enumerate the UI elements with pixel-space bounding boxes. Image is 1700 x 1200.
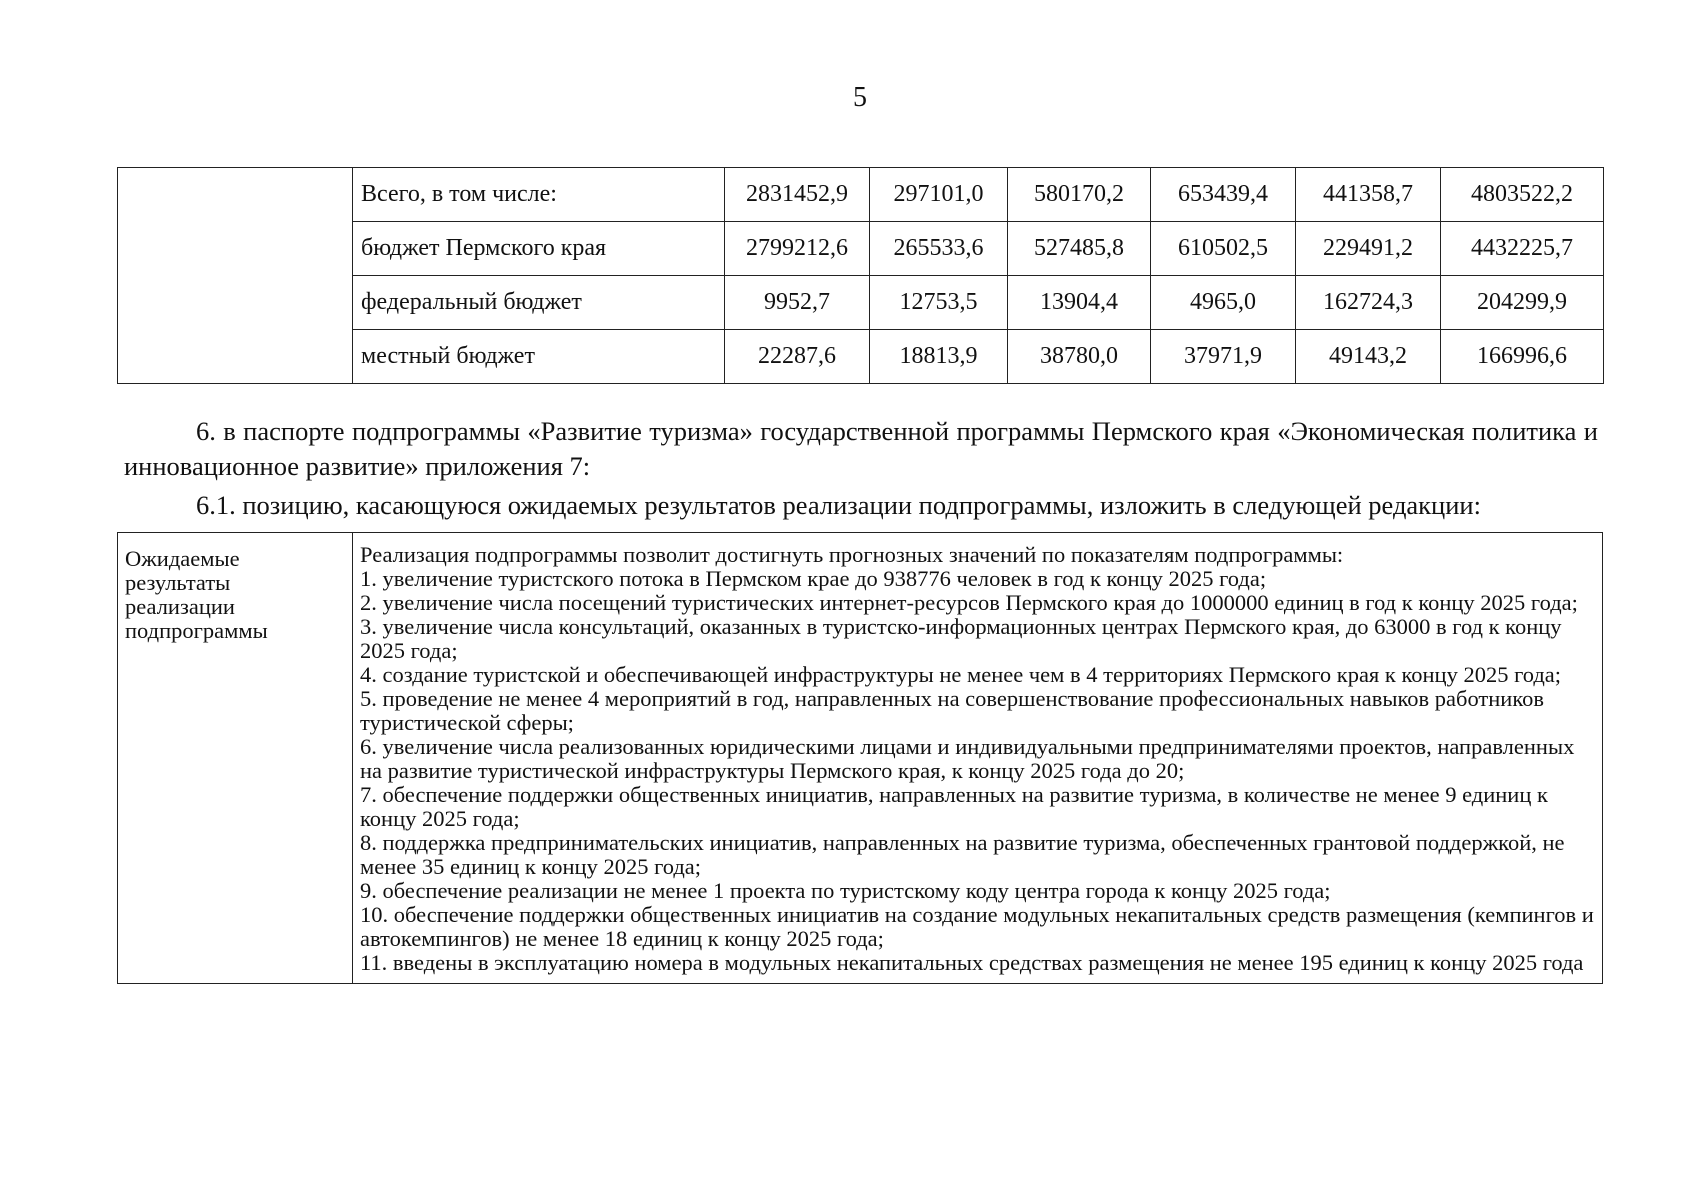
paragraph-6-1 [124,488,1598,523]
budget-cell: 166996,6 [1441,330,1604,384]
paragraph-6 [124,414,1598,484]
budget-cell: 49143,2 [1296,330,1441,384]
budget-cell: 22287,6 [725,330,870,384]
budget-cell: 229491,2 [1296,222,1441,276]
budget-cell: 4432225,7 [1441,222,1604,276]
page-number: 5 [853,82,867,113]
budget-cell: 12753,5 [870,276,1008,330]
results-intro: Реализация подпрограммы позволит достигнуть прогнозных значений по показателям подпрограммы: [360,542,1344,567]
budget-cell: 265533,6 [870,222,1008,276]
expected-results-label: Ожидаемые результаты реализации подпрограммы [118,533,353,984]
budget-cell: 37971,9 [1151,330,1296,384]
budget-row-label: бюджет Пермского края [353,222,725,276]
budget-row-label: федеральный бюджет [353,276,725,330]
budget-row-label: Всего, в том числе: [353,168,725,222]
results-item: 1. увеличение туристского потока в Пермском крае до 938776 человек в год к концу 2025 года; [360,566,1267,591]
budget-cell: 2831452,9 [725,168,870,222]
results-item: 4. создание туристской и обеспечивающей инфраструктуры не менее чем в 4 территориях Пермского края к концу 2025 года; [360,662,1562,687]
budget-cell: 2799212,6 [725,222,870,276]
results-item: 8. поддержка предпринимательских инициатив, направленных на развитие туризма, обеспеченных грантовой поддержкой, не менее 35 единиц к концу 2025 года; [360,830,1565,879]
results-item: 5. проведение не менее 4 мероприятий в год, направленных на совершенствование профессиональных навыков работников туристической сферы; [360,686,1544,735]
budget-blank-cell [118,168,353,384]
budget-cell: 18813,9 [870,330,1008,384]
budget-row-total [118,168,1604,222]
budget-cell: 162724,3 [1296,276,1441,330]
results-item: 9. обеспечение реализации не менее 1 проекта по туристскому коду центра города к концу 2025 года; [360,878,1331,903]
budget-cell: 610502,5 [1151,222,1296,276]
budget-cell: 441358,7 [1296,168,1441,222]
budget-cell: 38780,0 [1008,330,1151,384]
budget-row-label: местный бюджет [353,330,725,384]
budget-cell: 527485,8 [1008,222,1151,276]
budget-cell: 4965,0 [1151,276,1296,330]
results-item: 2. увеличение числа посещений туристических интернет-ресурсов Пермского края до 1000000 единиц в год к концу 2025 года; [360,590,1578,615]
budget-cell: 13904,4 [1008,276,1151,330]
budget-cell: 9952,7 [725,276,870,330]
expected-results-table [117,532,1603,984]
budget-cell: 204299,9 [1441,276,1604,330]
budget-cell: 653439,4 [1151,168,1296,222]
results-item: 10. обеспечение поддержки общественных инициатив на создание модульных некапитальных средств размещения (кемпингов и автокемпингов) не менее 18 единиц к концу 2025 года; [360,902,1594,951]
budget-cell: 580170,2 [1008,168,1151,222]
budget-cell: 4803522,2 [1441,168,1604,222]
expected-results-row [118,533,1603,984]
expected-results-content [353,533,1603,984]
budget-table [117,167,1604,384]
results-item: 11. введены в эксплуатацию номера в модульных некапитальных средствах размещения не менее 195 единиц к концу 2025 года [360,950,1584,975]
results-item: 7. обеспечение поддержки общественных инициатив, направленных на развитие туризма, в количестве не менее 9 единиц к концу 2025 года; [360,782,1548,831]
paragraph-6-text: 6. в паспорте подпрограммы «Развитие туризма» государственной программы Пермского края «Экономическая политика и инновационное развитие» приложения 7: [124,416,1598,481]
paragraph-6-1-text: 6.1. позицию, касающуюся ожидаемых результатов реализации подпрограммы, изложить в следующей редакции: [196,490,1481,520]
results-item: 3. увеличение числа консультаций, оказанных в туристско-информационных центрах Пермского края, до 63000 в год к концу 2025 года; [360,614,1562,663]
budget-cell: 297101,0 [870,168,1008,222]
results-item: 6. увеличение числа реализованных юридическими лицами и индивидуальными предпринимателями проектов, направленных на развитие туристической инфраструктуры Пермского края, к концу 2025 года до 20; [360,734,1575,783]
